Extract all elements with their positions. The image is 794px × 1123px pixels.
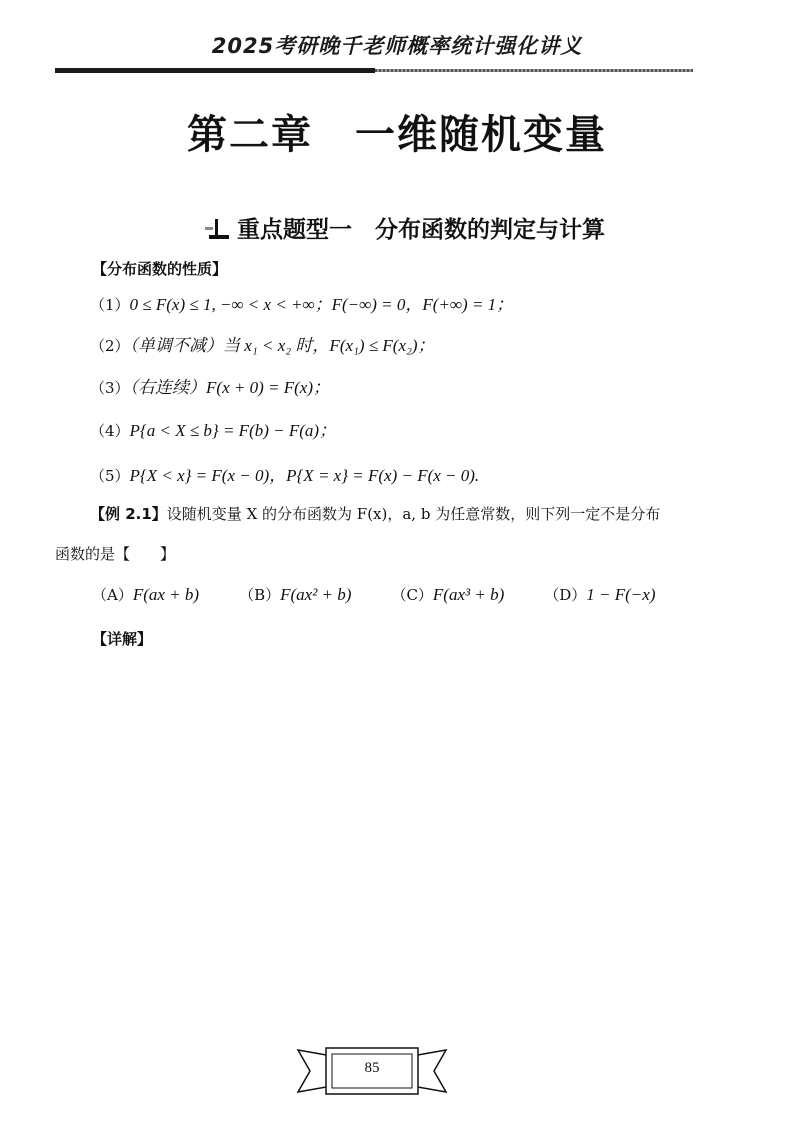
section-title: 重点题型一 分布函数的判定与计算 [237,217,605,243]
example-question-line1 [90,503,660,524]
header-rule-thin [375,69,693,72]
example-question-line2: 函数的是【 】 [55,545,176,563]
option-c: （C）F(ax³ + b) [391,585,505,604]
property-item-4 [90,416,336,441]
option-a: （A）F(ax + b) [92,585,200,604]
property-num: （1） [90,296,130,314]
property-formula: （右连续）F(x + 0) = F(x)； [129,378,330,397]
property-item-3 [90,373,330,398]
property-num: （4） [90,422,130,440]
example-question-text: 设随机变量 X 的分布函数为 F(x)，a, b 为任意常数，则下列一定不是分布 [166,505,661,523]
section-marker-icon [205,218,231,240]
chapter-title: 第二章 一维随机变量 [187,111,607,158]
header-rule-thick [55,68,375,73]
property-item-2 [90,331,435,356]
property-item-5 [90,461,479,486]
property-formula: （单调不减）当 x₁ < x₂ 时，F(x₁) ≤ F(x₂)； [129,336,435,355]
example-label: 【例 2.1】 [90,505,167,523]
property-num: （2） [90,337,130,355]
option-d: （D）1 − F(−x) [544,585,656,604]
property-num: （3） [90,379,130,397]
property-formula: P{X < x} = F(x − 0)，P{X = x} = F(x) − F(x − 0). [129,466,480,485]
property-formula: 0 ≤ F(x) ≤ 1, −∞ < x < +∞；F(−∞) = 0，F(+∞) = 1； [129,295,514,314]
property-num: （5） [90,467,130,485]
solution-label: 【详解】 [92,630,153,648]
property-item-1 [90,290,513,315]
property-formula: P{a < X ≤ b} = F(b) − F(a)； [129,421,337,440]
section-heading [0,185,794,244]
page-number: 85 [364,1060,380,1076]
properties-heading: 【分布函数的性质】 [92,260,228,278]
option-b: （B）F(ax² + b) [239,585,352,604]
header-title: 2025考研晚千老师概率统计强化讲义 [211,34,583,58]
example-options [92,584,695,605]
